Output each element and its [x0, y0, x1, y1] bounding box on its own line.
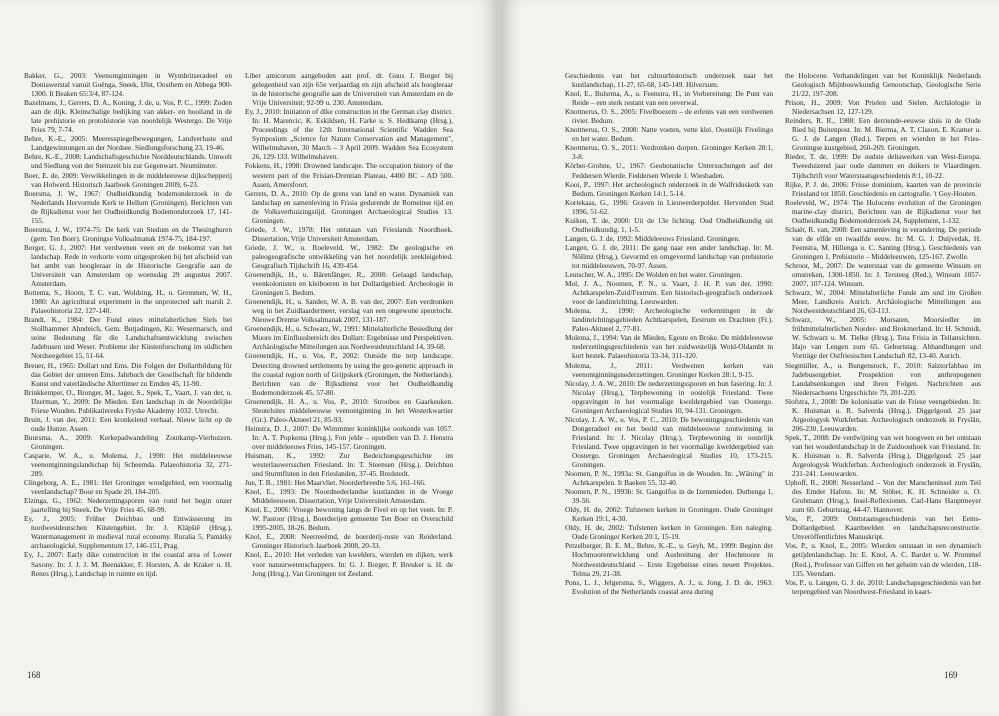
reference-entry: Pons, L. J., Jelgersma, S., Wiggers, A. J., u. Jong, J. D. de, 1963: Evolution of the Netherlands coastal area during — [565, 577, 773, 596]
reference-entry: Knol, E., 2006: Vroege bewoning langs de Fivel en op het veen. In: P. W. Pastoor (Hrsg.), Boerderijen gemeente Ten Boer en Overschild 1995-2005, 18-26. Bedum. — [245, 505, 453, 533]
left-page-column-1 — [24, 71, 232, 578]
page-number-right: 169 — [944, 670, 958, 680]
reference-entry: Behre, K.-E., 2008: Landschaftsgeschichte Norddeutschlands. Umwelt und Siedlung von der Steinzeit bis zur Gegenwart. Neumünster. — [24, 152, 232, 171]
reference-entry: Liber amicorum aangeboden aan prof. dr. Guus J. Borger bij gelegenheid van zijn 65e verjaardag en zijn afscheid als hoogleraar in de historische geografie aan de Universiteit van Amsterdam en de Vrije Universiteit; 92-99 u. 230. Amsterdam. — [245, 71, 453, 108]
reference-entry: Boer, E. de, 2009: Verwikkelingen in de middeleeuwse dijkschepperij van Holwerd. Historisch Jaarboek Groningen 2009, 6-23. — [24, 170, 232, 189]
reference-entry: Schwarz, W., 2005: Morsaten, Moorsiedler im frühmittelalterlichen Norder- und Brokmerland. In: H. Schmidt, W. Schwarz u. M. Tielke (Hrsg.), Tota Frisia in Teilansichten. Hajo van Lengen zum 65. Geburtstag. Abhandlungen und Vorträge der Ostfriesischen Landschaft 82, 13-40. Aurich. — [785, 315, 981, 361]
reference-entry: Bakker, G., 2003: Veenontginningen in Wymbritseradeel en Doniawerstal vanuit Goënga, Sneek, IJlst, Oosthem en Abbega 900-1300. It Beaken 65:3/4, 87-124. — [24, 71, 232, 99]
reference-entry: Jue, T. B., 1981: Het Maarvliet. Noorderbreedte 5:6, 161-166. — [245, 478, 426, 488]
reference-entry: Knottnerus, O. S., 2005: Fivelboezem – de erfenis van een verdwenen rivier. Bedum. — [565, 107, 773, 126]
reference-entry: Vos, P., u. Langen, G. J. de, 2010: Landschapsgeschiedenis van het terpengebied van Noordwest-Friesland in kaart- — [785, 577, 981, 596]
reference-entry: Schwarz, W., 2004: Mittelalterliche Funde am und im Großen Meer, Landkreis Aurich. Archäologische Mitteilungen aus Nordwestdeutschland 26, 63-113. — [785, 288, 981, 316]
reference-entry: Groenendijk, H., u. Sanden, W. A. B. van der, 2007: Een verdronken weg in het Zuidlaardermeer, verslag van een ongewone speurtocht. Nieuwe Drentse Volksalmanak 2007, 131-187. — [245, 297, 453, 325]
reference-entry: Heinstra, D. J., 2007: De Wimmmer koninklijke oorkonde van 1057. In: A. T. Popkema (Hrsg.), Fon jelde – opstellen van D. J. Henstra over middeleeuws Fries, 145-157. Groningen. — [245, 423, 453, 451]
reference-entry: Groenendijk, H., u. Vos, P., 2002: Outside the terp landscape. Detecting drowned settlements by using the geo-genetic approach in the coastal region north of Grijpskerk (Groningen, the Netherlands). Berichten van de Rijksdienst voor het Oudheidkundig Bodemonderzoek 45, 57-80. — [245, 351, 453, 397]
reference-entry: Reinders, R. R., 1988: Een derriende-eeuwse sluis in de Oude Ried bij Buitenpost. In: M. Bierma, A. T. Clason, E. Kramer u. G. J. de Langen (Red.), Terpen en wierden in het Fries-Groningse kustgebied, 260-269. Groningen. — [785, 116, 981, 153]
reference-entry: Geschiedenis van het cultuurhistorisch onderzoek naar het kustlandschap, 11-27, 65-68, 145-149. Hilversum. — [565, 71, 773, 90]
reference-entry: Oldy, H. de, 2002: Tufstenen kerken in Groningen. Een naleging. Oude Groninger Kerken 20:1, 15-19. — [565, 523, 773, 542]
reference-entry: Slofstra, J., 2008: De kolonisatie van de Friese veengebieden. In: K. Huisman u. R. Salverda (Hrsg.), Diggelgoud. 25 jaar Argeologysk Wurkferban. Archeologisch onderzoek in Fryslân, 206-230. Leeuwarden. — [785, 396, 981, 433]
reference-entry: Siegmüller, A., u. Bungenstock, F., 2010: Salztorfabbau im Jadebusengebiet. Prospektion von anthropogenen Landabsenkungen und ihren Folgen. Nachrichten aus Niedersachsens Urgeschichte 79, 201-220. — [785, 360, 981, 397]
reference-entry: Bottema, S., Hoorn, T. C. van, Woldring, H., u. Gremmen, W. H., 1980: An agricultural experiment in the unprotected salt marsh 2. Palaeohistoria 22, 127-140. — [24, 288, 232, 316]
reference-entry: Borger, G. J., 2007: Het verdwenen veen en de toekomst van het landschap. Rede in verkorte vorm uitgesproken bij het afscheid van het ambt van hoogleraar in de Historische Geografie aan de Universiteit van Amsterdam op woensdag 29 augustus 2007. Amsterdam. — [24, 242, 232, 289]
reference-entry: Molema, J., 1990: Archeologische verkenningen in de landinrichtingsgebieden Achtkarspelen, Eestrum en Drachten (Fr.). Paleo-Aktueel 2, 77-81. — [565, 306, 773, 334]
left-page-column-2 — [245, 71, 453, 578]
reference-entry: Breuer, H., 1965: Dollart und Ems. Die Folgen der Dollartbildung für das Gebiet der unteren Ems. Jahrbuch der Gesellschaft für bildende Kunst und vaterländische Altertümer zu Emden 45, 11-90. — [24, 360, 232, 388]
reference-entry: Ey, J., 2007: Early dike construction in the coastal area of Lower Saxony. In: J. J. J. M. Beenakker, F. Horsten, A. de Kraker u. H. Renes (Hrsg.), Landschap in ruimte en tijd. — [24, 550, 232, 578]
reference-entry: Groenendijk, H., u. Schwarz, W., 1991: Mittelalterliche Besiedlung der Moore im Einflussbereich des Dollart: Ergebnisse und Perspektiven. Archäologische Mitteilungen aus Nordwestdeutschland 14, 39-68. — [245, 324, 453, 352]
page-number-left: 168 — [27, 670, 41, 680]
reference-entry: Uphoff, R., 2008: Nesserland – Von der Marscheninsel zum Teil des Emder Hafens. In: M. Stöber, K. H. Schneider u. O. Grohmann (Hrsg.), Insel-Reflexionen. Carl-Hans Hauptmeyer zum 60. Geburtstag, 44-47. Hannover. — [785, 478, 981, 515]
reference-entry: Kooi, P., 1997: Het archeologisch onderzoek in de Walfridusketk van Bedum. Groningen Kerken 14:1, 5-14. — [565, 179, 773, 198]
reference-entry: Molema, J., 1994: Van de Mieden, Egeste en Broke. De middeleeuwse nederzettingsgeschiedenis van het zuidwestelijk Wold-Oldambt in kort bestek. Palaeohistoria 33-34, 311-320. — [565, 333, 773, 361]
reference-entry: Gerrets, D. A., 2010: Op de grens van land en water. Dynamiek van landschap en samenleving in Frisia gedurende de Romeinse tijd en de Volksverhuizingstijd. Groningen Archaeological Studies 13. Groningen. — [245, 188, 453, 225]
reference-entry: Ey, J., 2005: Früher Deichbau und Entwässerung im nordwestdeutschen Küstengebiet. In: J. Klápště (Hrsg.), Watermanagement in medieval rural economy. Ruralia 5, Památky archaeologické, Supplementum 17, 146-151, Prag. — [24, 514, 232, 551]
reference-entry: Noomen, P. N., 1993a: St. Gangolfus in de Wouden. In: „Wâning" in Achtkarspelen. It Baeken 55, 32-40. — [565, 469, 773, 488]
reference-entry: Boersma, J. W., 1967: Oudheidkundig bodemonderzoek in de Nederlands Hervormde Kerk te Hellum (Groningen). Berichten van de Rijksdienst voor het Oudheidkundig Bodemonderzoek 17, 141-155. — [24, 188, 232, 225]
reference-entry: Molema, J., 2011: Verdwenen kerken van veenontginningsnederzettingen. Groninger Kerken 28:1, 9-15. — [565, 360, 773, 379]
reference-entry: Schaër, R. van, 2008: Een samenleving in verandering. De periode van de elfde en twaalfde eeuw. In: M. G. J. Duijvedak, H. Feenstra, M. Hillenga u. C. Santing (Hrsg.), Geschiedenis van Groningen 1. Prehistorie – Middeleeuwen, 125-167. Zwolle. — [785, 224, 981, 261]
reference-entry: Noomen, P. N., 1993b: St. Gangolfus in de Izemmieden. Dutbenga 1, 39-56. — [565, 487, 773, 506]
reference-entry: Rieder, T. de, 1999: De oudste deltawerken van West-Europa. Tweeduizend jaar oude dammen en duikers te Vlaardingen. Tijdschrift voor Waterstaatsgeschiedenis 8:1, 10-22. — [785, 152, 981, 180]
reference-entry: Buursma, A., 2009: Kerkepadwandeling Zoutkamp-Vierhuizen. Groningen. — [24, 432, 232, 451]
reference-entry: Bazelmans, J., Gerrets, D. A., Koning, J. de, u. Vos, P. C., 1999: Zoden aan de dijk. Kleinschalige bedijking van akker- en hooiland in de late prehistorie en protohistorie van noordelijk Westergo. De Vrije Fries 79, 7-74. — [24, 98, 232, 135]
reference-entry: Körber-Grohne, U., 1967: Geobotanische Untersuchungen auf der Feddersen Wierde. Feddersen Wierde 1. Wiesbaden. — [565, 161, 773, 180]
reference-entry: Boersma, J. W., 1974-75: De kerk van Stedum en de Thesinghuren (gem. Ten Boer). Groningse Volksalmanak 1974-75, 184-197. — [24, 224, 232, 243]
reference-entry: Kortekaas, G., 1996: Graven in Lieuwerderpolder. Hervonden Stad 1996, 51-62. — [565, 197, 773, 216]
reference-entry: Knol, E., 2008: Neerreeëmd, de boerderij-ruste van Reiderland. Groninger Historisch Jaarboek 2008, 20-33. — [245, 532, 453, 551]
right-page-column-2 — [785, 71, 981, 596]
reference-entry: Brandt, K., 1984: Der Fund eines mittelalterlichen Siels bei Stollhammer Ahndeich, Gem. Butjadingen, Kr. Wesermarsch, und seine Bedeutung für die Landschaftsentwicklung zwischen Jadebusen und Weser. Probleme der Küstenforschung im südlichen Nordseegebiet 15, 51-64. — [24, 315, 232, 361]
reference-entry: Langen, G. J. de, 2011: De gang naar een ander landschap. In: M. Nöllmz (Hrsg.), Gevormd en omgevormd landschap van prehistorie tot middeleeuwen, 70-97. Assen. — [565, 242, 773, 270]
left-page — [0, 0, 497, 716]
reference-entry: Groenendijk, H., u. Bärenfänger, R., 2008: Gelaagd landschap, veenkolonisten en kleiboeren in het Dollardgebied. Archeologie in Groningen 5. Bedum. — [245, 270, 453, 298]
reference-entry: the Holocene. Verhandelingen van het Koninklijk Nederlands Geologisch Mijnbouwkundig Genootschap, Geologische Serie 21/22, 197-208. — [785, 71, 981, 99]
reference-entry: Huisman, K., 1992: Zur Bedeichungsgeschichte im westerlauwersschen Friesland. In: T. Steensen (Hrsg.), Deichbau und Sturmfluten in den Frieslanden, 37-45. Bredstedt. — [245, 450, 453, 479]
reference-entry: Nicolay, J. A. W., 2010: De nederzettingssporen en hun fasering. In: J. Nicolay (Hrsg.), Terpbewoning in oostelijk Friesland. Twee opgravingen in het voormalige kweldergebied van Oostergo. Groningen Archaeological Studies 10, 94-131. Groningen. — [565, 378, 773, 415]
reference-entry: Behre, K.-E., 2005: Meeresspiegelbewegungen, Landverluste und Landgewinnungen an der Nordsee. Siedlungsforschung 23, 19-46. — [24, 134, 232, 153]
reference-entry: Nicolay, J. A. W., u. Vos, P. C., 2010: De bewoningsgeschiedenis van Dongeradeel en het beeld van middeleeuwse zoutwinning in Friesland. In: J. Nicolay (Hrsg.), Terpbewoning in oostelijk Friesland. Twee opgravingen in het voormalige kweldergebied van Oostergo. Groningen Archaeological Studies 10, 173-215. Groningen. — [565, 414, 773, 470]
reference-entry: Brinkkemper, O., Bronger, M., Jager, S., Spek, T., Vaart, J. van der, u. IJzerman, Y., 2009: De Mieden. Een landschap in de Noordelijke Friese Wouden. Publikatiereeks Fryske Akademy 1032. Utrecht. — [24, 387, 232, 415]
reference-entry: Groenendijk, H. A., u. Vos, P., 2010: Stroobos en Gaarkeuken. Sleutelsites middeleeuwse veenontginning in het Westerkwartier (Gr.). Paleo-Aktueel 21, 85-93. — [245, 396, 453, 424]
reference-entry: Mol, J. A., Noomen, P. N., u. Vaart, J. H. P. van der, 1990: Achtkarspelen-Zuid/Festrum. Een historisch-geografisch onderzoek voor de landinrichting. Leeuwarden. — [565, 279, 773, 307]
reference-entry: Elzinga, G., 1962: Nederzettingsporen van rond het begin onzer jaartelling bij Sneek. De Vrije Fries 45, 68-99. — [24, 496, 232, 515]
reference-entry: Langen, G. J. de, 1992: Middeleeuws Friesland. Groningen. — [565, 233, 740, 243]
reference-entry: Oldy, H. de, 2002: Tufstenen kerken in Groningen. Oude Groninger Kerken 19:1, 4-30. — [565, 505, 773, 524]
reference-entry: Rijke, P. J. de, 2006: Frisse dominium, kaarten van de provincie Friesland tot 1850. Geschiedenis en cartografie. 't Goy-Houten. — [785, 179, 981, 198]
reference-entry: Ey, J., 2010: Initiation of dike construction in the German clay district. In: H. Marencic, K. Eskildsen, H. Farke u. S. Hedtkamp (Hrsg.), Proceedings of the 12th International Scientific Wadden Sea Symposium „Science for Nature Conservation and Management", Wilhelmshaven, 30 March – 3 April 2009. Wadden Sea Ecosystem 26, 129-133. Wilhelmshaven. — [245, 107, 453, 162]
reference-entry: Knol, E., 1993: De Noordnederlandse kustlanden in de Vroege Middeleeuwen. Dissertation, Vrije Universiteit Amsterdam. — [245, 487, 453, 506]
reference-entry: Fokkens, H., 1998: Drowned landscape. The occupation history of the western part of the Frisian-Drentian Plateau, 4400 BC – AD 500. Assen, Amersfoort. — [245, 161, 453, 189]
reference-entry: Spek, T., 2008: De verdwijning van wet hoogveen en het ontstaan van het woudenlandschap in de Zuidoosthoek van Friesland. In: K. Huisman u. R. Salverda (Hrsg.), Diggelgoud. 25 jaar Argeologysk Wurkferban. Archeologisch onderzoek in Fryslân, 231-241. Leeuwarden. — [785, 432, 981, 479]
reference-entry: Petzelberger, B. E. M., Behre, K.-E., u. Geyh, M., 1999: Beginn der Hochmoorentwicklung und Ausbreitung der Hochmoore in Nordwestdeutschland – Erste Ergebnisse eines neuen Projektes. Telma 29, 21-38. — [565, 541, 773, 578]
reference-entry: Griede, J. W., u. Roeleveld, W., 1982: De geologische en paleogeografische ontwikkeling van het noordelijk zeekleigebied. Geografisch Tijdschrift 16, 439-454. — [245, 242, 453, 270]
reference-entry: Vos, P., 2009: Onttstaansgeschiedenis van het Eems-Dollardgebied. Kaartbeelden en landschapsreconstructie. Unveröffentlichtes Manuskript. — [785, 514, 981, 542]
reference-entry: Vos, P., u. Knol, E., 2005: Wierden ontstaan in een dynamisch getijdenlandschap. In: E. Knol, A. C. Bardet u. W. Prummel (Red.), Professor van Giffen en het geheim van de wierden, 118-135. Veendam. — [785, 541, 981, 578]
right-page — [502, 0, 999, 716]
reference-entry: Roeleveld, W., 1974: The Holocene evolution of the Groningen marine-clay district, Berichten van de Rijksdienst voor het Oudheidkundig Bodemonderzoek 24, Supplement, 1-132. — [785, 197, 981, 225]
reference-entry: Schroor, M., 2007: De waterstaat van de gemeente Winsum en omstreken, 1300-1850. In: J. Tersteeg (Red.), Winsum 1057-2007, 107-124. Winsum. — [785, 260, 981, 289]
reference-entry: Clingeborg, A. E., 1981: Het Groninger woudgebied, een voormalig veenlandschap? Boor en Spade 20, 184-205. — [24, 478, 232, 497]
reference-entry: Kuiken, T. de, 2000: Uit de 13e lichting. Oud Ondheidkundig uit Ondheidkundig. 1, 1-5. — [565, 215, 773, 234]
reference-entry: Knol, E., Bulsrma, A., u. Feenstra, H., in Vorbereitung: De Punt van Reide – een sterk restant van een oeverwal. — [565, 89, 773, 108]
reference-entry: Knottnerus, O. S., 2011: Verdronken dorpen. Groninger Kerken 28:1, 3-8. — [565, 143, 773, 162]
reference-entry: Knottnerus, O. S., 2008: Natte voeten, vette klei. Oosteiijk Fivelingo en het water. Bedum. — [565, 125, 773, 144]
reference-entry: Casparie, W. A., u. Molema, J., 1990: Het middeleeuwse veenontginningslandschap bij Scheemda. Palaeohistoria 32, 271-289. — [24, 450, 232, 479]
reference-entry: Leutscher, W. A., 1995: De Wolden en het water. Groningen. — [565, 270, 743, 280]
reference-entry: Prison, H., 2009: Von Prielen und Sielen. Archäologie in Niedersachsen 12, 127-129. — [785, 98, 981, 117]
reference-entry: Bruin, J. van der, 2011: Een kronkelend verhaal. Nieuw licht op de oude Hunze. Assen. — [24, 414, 232, 433]
right-page-column-1 — [565, 71, 773, 596]
reference-entry: Knol, E., 2010: Het verleden van kwelders, wierden en dijken, werk voor natuurwetenschappers. In: G. J. Borger, P. Breuker u. H. de Jong (Hrsg.), Van Groningen tot Zeeland. — [245, 550, 453, 578]
reference-entry: Griede, J. W., 1978: Het ontstaan van Frieslands Noordhoek. Dissertation, Vrije Universiteit Amsterdam. — [245, 224, 453, 243]
